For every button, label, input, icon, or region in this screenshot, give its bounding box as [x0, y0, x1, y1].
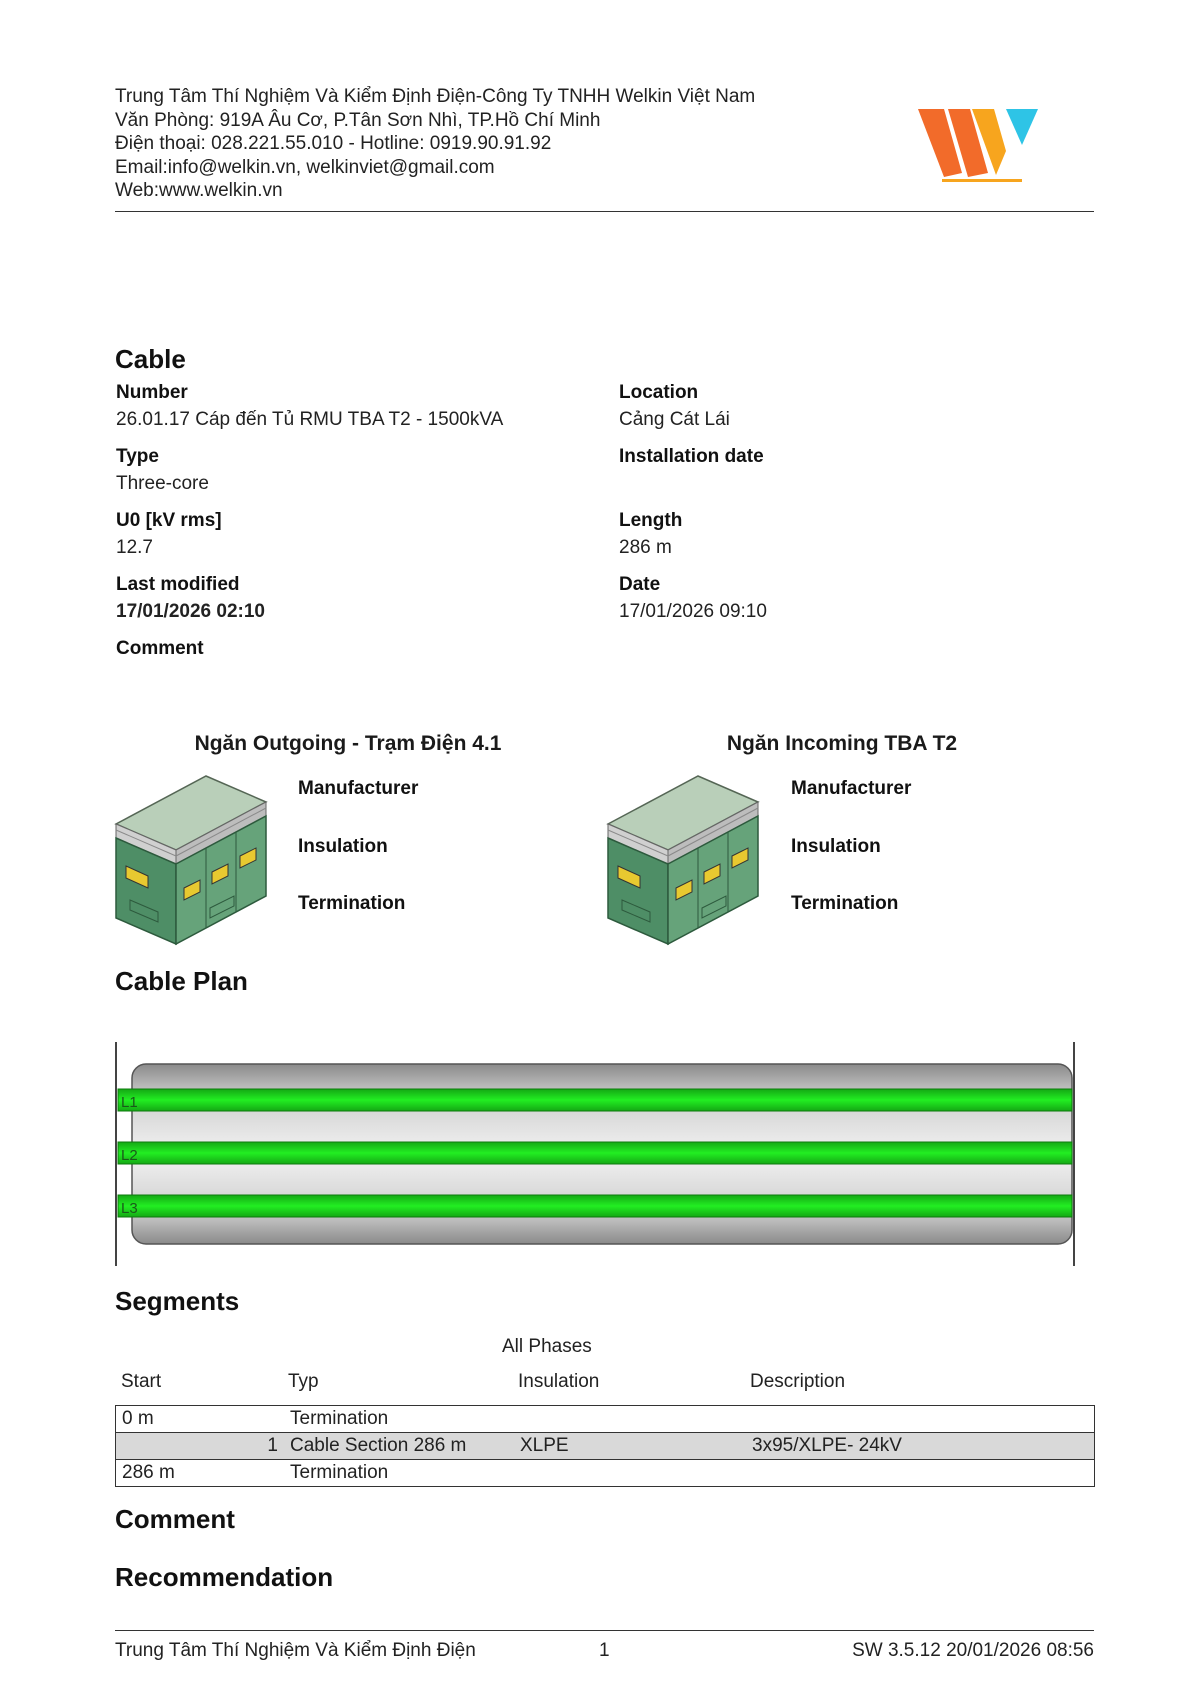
- phase-l3-core: [118, 1195, 1072, 1217]
- phase-l1-label: L1: [121, 1094, 138, 1111]
- location-label: Location: [619, 382, 699, 403]
- recommendation-title: Recommendation: [115, 1562, 334, 1592]
- col-typ-header: Typ: [288, 1371, 319, 1392]
- welkin-logo: [918, 105, 1043, 185]
- footer-org: Trung Tâm Thí Nghiệm Và Kiểm Định Điện: [115, 1640, 476, 1661]
- col-insulation-header: Insulation: [518, 1371, 600, 1392]
- number-label: Number: [116, 382, 188, 403]
- cell-typ: Cable Section 286 m: [290, 1435, 467, 1456]
- table-row: [116, 1460, 1095, 1487]
- end-b-title: Ngăn Incoming TBA T2: [726, 732, 958, 755]
- phase-l1-core: [118, 1089, 1072, 1111]
- segments-title: Segments: [115, 1286, 240, 1316]
- office-address: Văn Phòng: 919A Âu Cơ, P.Tân Sơn Nhì, TP.Hồ Chí Minh: [115, 109, 601, 131]
- cell-insulation: [514, 1406, 746, 1433]
- cell-start: 286 m: [122, 1462, 175, 1483]
- cable-plan-title: Cable Plan: [115, 966, 248, 996]
- type-value: Three-core: [116, 473, 209, 494]
- end-b-termination-label: Termination: [791, 893, 899, 914]
- email-line: Email:info@welkin.vn, welkinviet@gmail.com: [115, 156, 495, 178]
- installation-date-label: Installation date: [619, 446, 764, 467]
- cell-insulation: [514, 1460, 746, 1487]
- cell-description: 3x95/XLPE- 24kV: [752, 1435, 902, 1456]
- cell-insulation: XLPE: [520, 1435, 569, 1456]
- location-value: Cảng Cát Lái: [619, 409, 730, 430]
- all-phases-header: All Phases: [502, 1336, 592, 1357]
- phone-line: Điện thoại: 028.221.55.010 - Hotline: 0919.90.91.92: [115, 133, 552, 154]
- cable-title: Cable: [115, 344, 186, 374]
- cable-plan-diagram: [112, 1040, 1082, 1268]
- letterhead: [115, 85, 755, 203]
- cell-index: [188, 1406, 284, 1433]
- u0-label: U0 [kV rms]: [116, 510, 222, 531]
- end-b-insulation-label: Insulation: [791, 836, 881, 857]
- company-name: Trung Tâm Thí Nghiệm Và Kiểm Định Điện-Công Ty TNHH Welkin Việt Nam: [115, 86, 756, 107]
- end-a-termination-label: Termination: [298, 893, 406, 914]
- cell-typ: Termination: [290, 1408, 389, 1429]
- length-value: 286 m: [619, 537, 672, 558]
- end-a-title: Ngăn Outgoing - Trạm Điện 4.1: [194, 732, 502, 755]
- phase-l2-core: [118, 1142, 1072, 1164]
- switchgear-a-icon: [114, 772, 270, 948]
- footer-divider: [115, 1630, 1094, 1631]
- last-modified-label: Last modified: [116, 574, 240, 595]
- type-label: Type: [116, 446, 159, 467]
- u0-value: 12.7: [116, 537, 153, 558]
- number-value: 26.01.17 Cáp đến Tủ RMU TBA T2 - 1500kVA: [116, 409, 504, 430]
- date-value: 17/01/2026 09:10: [619, 601, 767, 622]
- footer-software-version: SW 3.5.12 20/01/2026 08:56: [852, 1640, 1094, 1661]
- col-start-header: Start: [121, 1371, 162, 1392]
- table-row: [116, 1406, 1095, 1433]
- cell-description: [746, 1406, 1095, 1433]
- col-description-header: Description: [750, 1371, 846, 1392]
- comment-label: Comment: [116, 638, 204, 659]
- segments-table: [115, 1405, 1095, 1487]
- phase-l2-label: L2: [121, 1147, 138, 1164]
- last-modified-value: 17/01/2026 02:10: [116, 601, 265, 622]
- date-label: Date: [619, 574, 661, 595]
- length-label: Length: [619, 510, 683, 531]
- header-divider: [115, 211, 1094, 212]
- phase-l3-label: L3: [121, 1200, 138, 1217]
- cell-index: [188, 1460, 284, 1487]
- cell-typ: Termination: [290, 1462, 389, 1483]
- table-row: [116, 1433, 1095, 1460]
- switchgear-b-icon: [606, 772, 762, 948]
- end-a-manufacturer-label: Manufacturer: [298, 778, 419, 799]
- end-a-insulation-label: Insulation: [298, 836, 388, 857]
- end-b-manufacturer-label: Manufacturer: [791, 778, 912, 799]
- footer-page-number: 1: [599, 1640, 610, 1661]
- cell-description: [746, 1460, 1095, 1487]
- cell-start: 0 m: [122, 1408, 154, 1429]
- comment-title: Comment: [115, 1504, 235, 1534]
- cell-index: 1: [267, 1435, 278, 1456]
- web-line: Web:www.welkin.vn: [115, 180, 283, 201]
- cell-start: [116, 1433, 189, 1460]
